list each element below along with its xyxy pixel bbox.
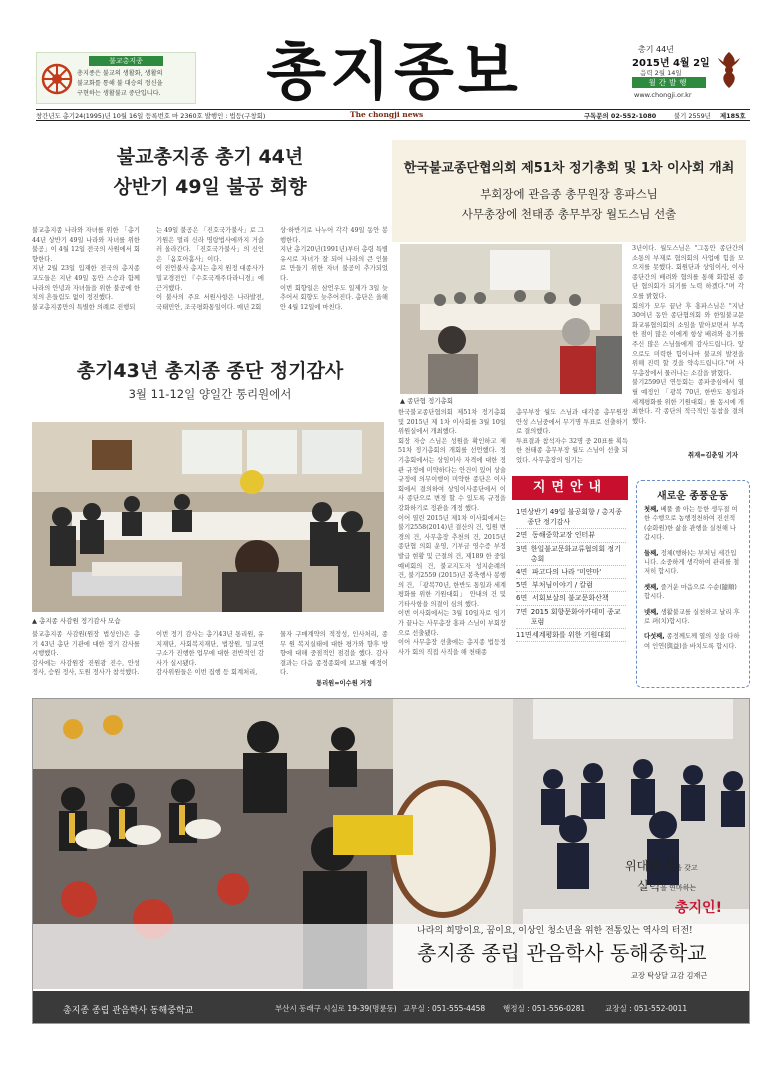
- toc-item: 3면 한일불교문화교류협의회 정기총회: [516, 543, 626, 566]
- page-number: 제185호: [720, 112, 746, 120]
- article-column: 3년이다. 월도스님은 "그동안 종단간의 소통의 부재로 협의회의 사업에 힘을 모으지를 못했다. 회원단과 상임이사, 이사 종단간의 배려와 협의를 통해 화합된 종단 협의회가 되기를 노력 하겠다."며 각오를 밝혔다. 회의가 모두 끝난 후 홍파스님은 "지난 30여년 동안 종단협의회 와 한일불교문화교류협의회의 소임을 맡아보면서 부족한 점이 많은 이에게 항상 배려와 용기를 주신 많은 스님들에게 감사드립니다. 앞으로도 미력한 힘이나마 불교의 발전을 위해 진력 할 것을 약속드립니다."며 사무총장에서 물러나는 소감을 밝혔다. 불기2599년 연등회는 종파중심에서 열릴 예정인 「광복 70년, 한반도 통일과 세계평화를 위한 기원대회」를 동시에 개최한다. 각 종단의 적극적인 동참을 결의했다.: [632, 245, 744, 425]
- toc-item: 4면 파고다의 나라 '미얀마': [516, 566, 626, 579]
- buddhist-year: 불기 2559년: [674, 112, 711, 120]
- ad-footer: [33, 991, 750, 1024]
- council-photo: [400, 244, 622, 394]
- footer-tel-office: 교무실 : 051-555-4458: [403, 1004, 486, 1013]
- motto-line-2: 불교화를 통해 불 대승의 정신을: [77, 80, 163, 87]
- headline-line-1: 불교총지종 총기 44년: [116, 146, 304, 168]
- issue-date: 2015년 4월 2일: [632, 58, 710, 69]
- movement-item: 셋째, 즐거운 마음으로 수순(隨順)합시다.: [644, 583, 737, 601]
- article-column: 총무부장 월도 스님과 대각종 총무원장 안성 스님중에서 무기명 투표로 선출하기로 결의했다. 투표결과 참석자수 32명 중 20표를 획득한 천태종 총무부장 월도 스님이 선출 되었다. 사무총장의 임기는: [516, 409, 628, 464]
- article-column: 불교총지종 사감원(원장 법성인)은 총기 43년 총단 기관에 대한 정기 감사를 시행했다. 감사에는 사감원장 진원광 진수, 안성 정사, 승원 정사, 도원 정사가 참석했다.: [32, 631, 140, 677]
- article-column: 불교총지종 나라와 자녀를 위한 「총기 44년 상반기 49일 나라와 자녀를 위한 불공」이 4월 12일 전국의 사원에서 회향한다. 지난 2월 23일 입재한 전국의 총지종 교도들은 지난 49일 동안 스승과 함께 나라의 안녕과 자녀들을 위한 불공에 한 치의 흔들림도 없이 정진했다. 불교총지종만의 특별한 의례로 진행되: [32, 227, 140, 311]
- vajra-icon: [714, 50, 744, 90]
- dharma-wheel-icon: [41, 63, 73, 95]
- headline: 총기43년 총지종 종단 정기감사: [76, 360, 344, 382]
- frequency-badge: 월간발행: [632, 77, 706, 88]
- school-name: 총지종 종립 관음학사 동해중학교: [417, 941, 707, 965]
- toc-title: 지면안내: [512, 476, 628, 500]
- toc-item: 7면 2015 회향문화아카데미 종교포럼: [516, 606, 626, 629]
- toc-item: 6면 서회보살의 불교문화산책: [516, 592, 626, 605]
- lunar-date: 음력 2월 14일: [640, 69, 682, 77]
- toc-item: 5면 부처님이야기 / 칼럼: [516, 579, 626, 592]
- motto-line-3: 구현하는 생활불교 중단입니다.: [77, 90, 161, 97]
- movement-box: [636, 480, 750, 688]
- footer-school-name: 총지종 종립 관음학사 동해중학교: [63, 1006, 194, 1016]
- photo-caption: ▲ 종단협 정기총회: [400, 397, 454, 405]
- subheadline-2: 사무총장에 천태종 총무부장 월도스님 선출: [461, 207, 677, 221]
- toc-box: [512, 476, 628, 688]
- movement-item: 다섯째, 종정께도께 열의 성을 다하여 인연(與益)을 바치도록 합시다.: [644, 633, 740, 650]
- article-49day-ceremony: [32, 130, 388, 346]
- issue-no: 총기 44년: [638, 45, 674, 54]
- slogan-skill: 실력을 연마하는: [637, 879, 697, 893]
- movement-list: [644, 505, 742, 651]
- school-ad: [32, 698, 750, 1024]
- masthead: [28, 35, 758, 108]
- english-name: The chongji news: [350, 110, 424, 119]
- article-column: 물자 구매계약의 적정성, 인사처리, 종무 원 복지실태에 대한 평가와 향후 방향에 대해 중점적인 점검을 했다. 감사결과는 다음 종정종회에 보고될 예정이다.: [280, 631, 388, 677]
- reporter-byline: 취재=김춘일 기자: [688, 452, 739, 459]
- audit-photo: [32, 422, 384, 612]
- footer-tel-admin: 행정실 : 051-556-0281: [503, 1004, 586, 1013]
- subscribe-info: 구독문의 02-552-1080: [584, 112, 657, 120]
- subheadline-1: 부회장에 관음종 총무원장 홍파스님: [480, 187, 658, 201]
- toc-list: [516, 506, 626, 642]
- website-url: www.chongji.or.kr: [634, 91, 692, 99]
- article-column: 는 49일 불공은 「진호국가불사」로 그 기원은 멀리 신라 명랑법사에까지 거슬러 올라간다. 「진호국가불사」의 신인은 「옴호아훔사」이다. 이 진언불사 총지는 총지 원정 대종사가 밀교경전인 『수호국계주다라니경』에 근거했다. 이 불사의 주요 서원사항은 나라발전, 국태민안, 조국평화통일이다. 매년 2회: [156, 227, 264, 311]
- toc-item: 2면 동해중학교장 인터뷰: [516, 529, 626, 542]
- reporter-byline: 통리원=이수원 거정: [316, 680, 373, 687]
- headline-line-2: 상반기 49일 불공 회향: [113, 176, 307, 198]
- article-audit: [32, 352, 388, 688]
- slogan-chongji: 총지인!: [675, 900, 722, 916]
- movement-item: 둘째, 정체(행하)는 부처님 세간입니다. 소중하게 생각하여 관리를 철저히 합시다.: [644, 549, 740, 576]
- subheadline: 3월 11-12일 양일간 통리원에서: [128, 387, 292, 401]
- slogan-dream: 위대한 꿈을 갖고: [625, 859, 698, 873]
- publication-info: 창간년도 총기24(1995)년 10월 16일 등록번호 마 2360호 발행인 : 법등(구창회): [36, 112, 266, 120]
- footer-address: 부산시 동래구 시실로 19-39(명륜동): [275, 1004, 397, 1013]
- info-bar: [36, 109, 750, 121]
- article-column: 이번 정기 감사는 총기43년 통리원, 유지재단, 사회복지재단, 법장원, 밀교연구소가 진행한 업무에 대한 전반적인 감사가 실시됐다. 감사위원들은 이번 집행 등 회계처리,: [156, 631, 264, 677]
- movement-item: 넷째, 생활불교를 실천하고 날리 후로 펴(치)합시다.: [644, 608, 740, 626]
- motto-line-1: 총지종은 불교의 생활화, 생활의: [77, 70, 163, 77]
- school-staff: 교장 탁상달 교감 김재근: [631, 971, 708, 980]
- toc-item: 1면 상반기 49일 불공회향 / 총지종 종단 정기감사: [516, 506, 626, 529]
- motto-box: [36, 52, 196, 104]
- footer-tel-principal: 교장실 : 051-552-0011: [605, 1004, 688, 1013]
- article-column: 한국불교종단협의회 제51차 정기총회 및 2015년 제 1차 이사회를 3월 10일 위원실에서 개최했다. 회장 자승 스님은 성원을 확인하고 제 51차 정기총회의 개회를 선언했다. 정기총회에서는 상임이사 자격에 대한 정관 규정에 미약하다는 안건이 있어 상술 규정에 의무이행이 미약한 종단은 이사회에서 결의하여 상임이사종단에서 이사 종단으로 변경 할 수 있도록 규정을 강화하기로 정관을 개정 했다. 이어 열린 2015년 제1차 이사회에서는 불기2558(2014)년 결산의 건, 입원 변경의 건, 사무총장 추천의 건, 2015년 종단협 의회 운영, 기부금 영수증 부정 발급 현황 및 근절의 건, 제189 한 중일 예비회의 건, 불교지도자 성지순례의 건, 불기2559 (2015)년 봉축행사 봉행의 건, 「광복70년, 한반도 통일과 세계평화를 위한 기원대회」 안내의 건 및 기타사항을 의결이 심의 했다. 이번 이사회에서는 3월 10일자로 임기가 끝나는 사무총장 홍파 스님이 부회장으로 선출됐다. 이어 사무총장 선출에는 총지종 법등정사가 회의 직접 사직을 해 천태종: [398, 409, 506, 656]
- headline: 한국불교종단협의회 제51차 정기총회 및 1차 이사회 개최: [403, 161, 735, 176]
- newspaper-title: 총지종보: [266, 35, 522, 108]
- motto-title: 불교총지종: [89, 56, 163, 66]
- article-column: 상·하반기로 나누어 각각 49일 동안 봉행한다. 지난 총기20년(1991년)부터 총령 특별 유시로 자녀가 잘 되어 나라의 큰 인물로 만들기 위한 자녀 불공이 추가되었다. 이번 회향일은 삼언우도 일제가 3일 늦추어서 회향도 늦추어진다. 총단은 올해 안 4월 12일에 마친다.: [280, 227, 388, 311]
- photo-caption: ▲ 총지종 사감원 정기감사 모습: [32, 617, 121, 625]
- movement-item: 첫째, 베풀 줄 아는 등한 생두절 여한 수행으로 농행정천하여 진선적(순화원)한 삶을 관행을 실천해 나갑시다.: [644, 506, 738, 542]
- toc-item: 11면 세계평화를 위한 기원대회: [516, 629, 626, 642]
- movement-title: 새로운 종풍운동: [656, 491, 729, 502]
- ad-tagline: 나라의 희망이요, 꿈이요, 이상인 청소년을 위한 전통있는 역사의 터전!: [417, 926, 693, 936]
